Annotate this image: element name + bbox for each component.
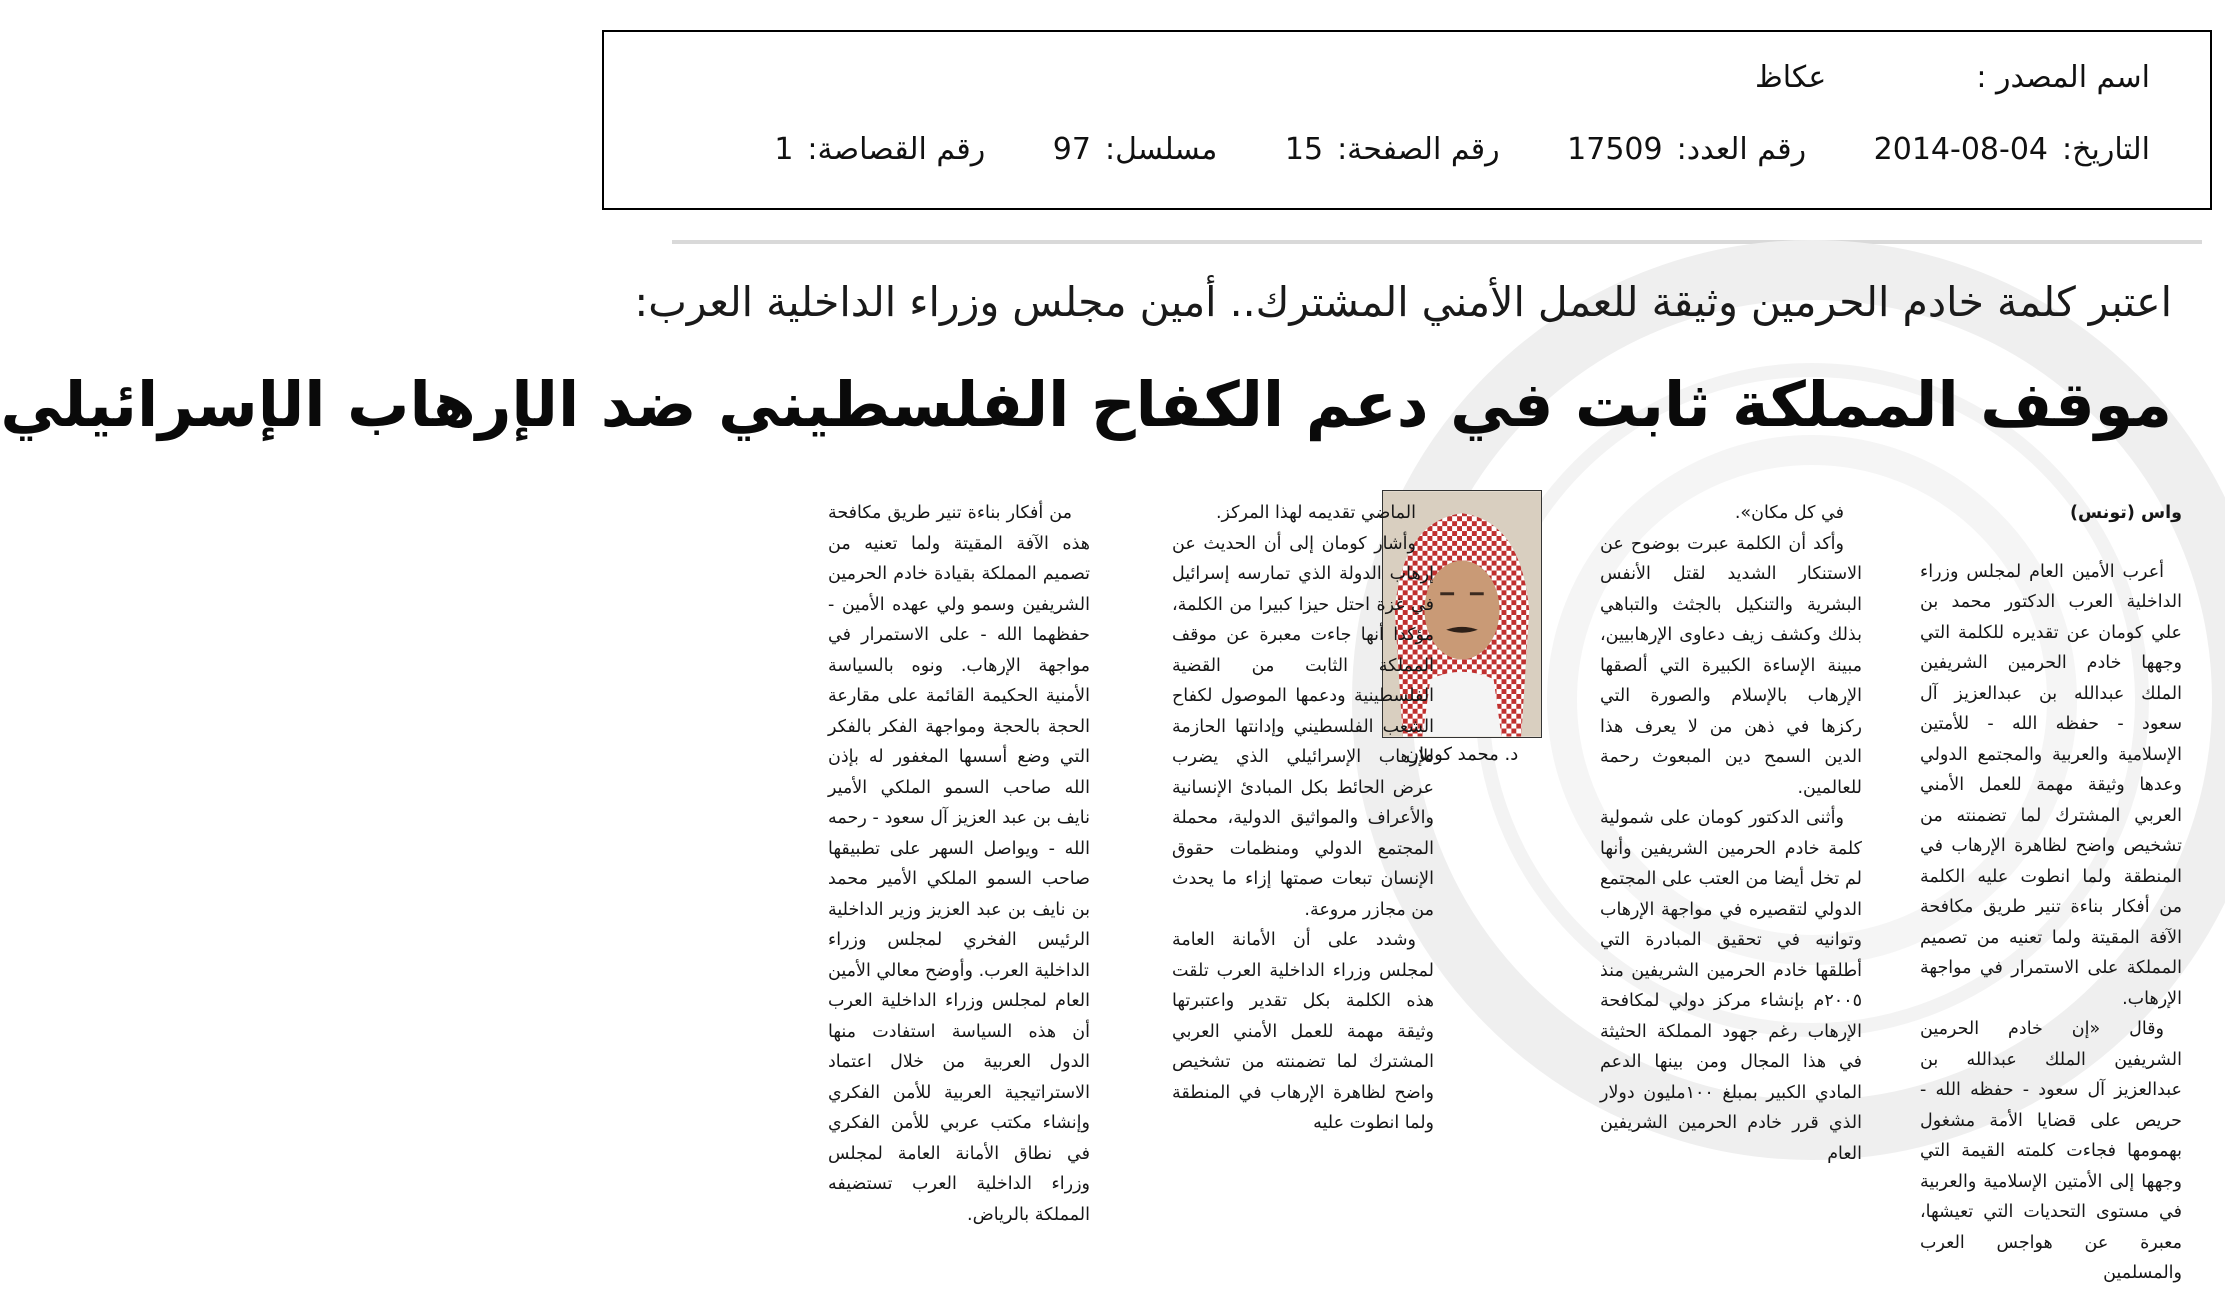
column-paragraph: الماضي تقديمه لهذا المركز.: [1215, 503, 1416, 523]
clip-field: [774, 132, 985, 167]
issue-value: 17509: [1567, 132, 1663, 167]
article-kicker: اعتبر كلمة خادم الحرمين وثيقة للعمل الأمني المشترك.. أمين مجلس وزراء الداخلية العرب:: [634, 278, 2172, 326]
photo-caption: د. محمد كومان: [1405, 744, 1519, 765]
date-field: [1874, 132, 2150, 167]
clipping-top-rule: [672, 240, 2202, 244]
source-info-box: [602, 30, 2212, 210]
serial-value: 97: [1052, 132, 1091, 167]
page-value: 15: [1284, 132, 1324, 167]
column-paragraph: وأكد أن الكلمة عبرت بوضوح عن الاستنكار الشديد لقتل الأنفس البشرية والتنكيل بالجثث والتباهي بذلك وكشف زيف دعاوى الإرهابيين، مبينة الإساءة الكبيرة التي ألصقها الإرهاب بالإسلام والصورة التي ركزها في ذهن من لا يعرف هذا الدين السمح دين المبعوث رحمة للعالمين.: [1600, 533, 1862, 798]
page-field: [1285, 132, 1500, 167]
column-paragraph: وشدد على أن الأمانة العامة لمجلس وزراء الداخلية العرب تلقت هذه الكلمة بكل تقدير واعتبرتها وثيقة مهمة للعمل الأمني العربي المشترك لما تضمنته من تشخيص واضح لظاهرة الإرهاب في المنطقة ولما انطوت عليه: [1172, 930, 1434, 1133]
issue-label: رقم العدد:: [1676, 132, 1807, 167]
clip-value: 1: [774, 132, 794, 167]
article-column-1: [1920, 498, 2182, 1289]
source-name-value: عكاظ: [1754, 60, 1827, 95]
article-column-4: [828, 498, 1090, 1230]
page-label: رقم الصفحة:: [1337, 132, 1500, 167]
source-name-label: اسم المصدر :: [1976, 60, 2150, 95]
date-label: التاريخ:: [2062, 132, 2150, 167]
source-name-row: [1755, 60, 2150, 95]
article-column-2: [1600, 498, 1862, 1169]
column-paragraph: أعرب الأمين العام لمجلس وزراء الداخلية العرب الدكتور محمد بن علي كومان عن تقديره للكلمة التي وجهها خادم الحرمين الشريفين الملك عبدالله بن عبدالعزيز آل سعود - حفظه الله - للأمتين الإسلامية والعربية والمجتمع الدولي وعدها وثيقة مهمة للعمل الأمني العربي المشترك لما تضمنته من تشخيص واضح لظاهرة الإرهاب في المنطقة ولما انطوت عليه الكلمة من أفكار بناءة تنير طريق مكافحة الآفة المقيتة ولما تعنيه من تصميم المملكة على الاستمرار في مواجهة الإرهاب.: [1920, 561, 2182, 1009]
issue-field: [1567, 132, 1806, 167]
newspaper-clipping: [0, 240, 2202, 1283]
article-column-3: [1172, 498, 1434, 1139]
column-paragraph: وأشار كومان إلى أن الحديث عن إرهاب الدولة الذي تمارسه إسرائيل في غزة احتل حيزا كبيرا من الكلمة، مؤكدا أنها جاءت معبرة عن موقف المملكة الثابت من القضية الفلسطينية ودعمها الموصول لكفاح الشعب الفلسطيني وإدانتها الحازمة للإرهاب الإسرائيلي الذي يضرب عرض الحائط بكل المبادئ الإنسانية والأعراف والمواثيق الدولية، محملة المجتمع الدولي ومنظمات حقوق الإنسان تبعات صمتها إزاء ما يحدث من مجازر مروعة.: [1172, 533, 1434, 920]
source-meta-row: [774, 132, 2150, 167]
article-headline: موقف المملكة ثابت في دعم الكفاح الفلسطيني ضد الإرهاب الإسرائيلي: [0, 368, 2172, 441]
column-paragraph: في كل مكان».: [1734, 503, 1844, 523]
column-paragraph: وقال «إن خادم الحرمين الشريفين الملك عبدالله بن عبدالعزيز آل سعود - حفظه الله - حريص على قضايا الأمة مشغول بهمومها فجاءت كلمته القيمة التي وجهها إلى الأمتين الإسلامية والعربية في مستوى التحديات التي تعيشها، معبرة عن هواجس العرب والمسلمين: [1920, 1019, 2182, 1283]
serial-field: [1053, 132, 1218, 167]
date-value: 2014-08-04: [1873, 132, 2049, 167]
column-paragraph: وأثنى الدكتور كومان على شمولية كلمة خادم الحرمين الشريفين وأنها لم تخل أيضا من العتب على المجتمع الدولي لتقصيره في مواجهة الإرهاب وتوانيه في تحقيق المبادرة التي أطلقها خادم الحرمين الشريفين منذ ٢٠٠٥م بإنشاء مركز دولي لمكافحة الإرهاب رغم جهود المملكة الحثيثة في هذا المجال ومن بينها الدعم المادي الكبير بمبلغ ١٠٠مليون دولار الذي قرر خادم الحرمين الشريفين العام: [1600, 808, 1862, 1164]
clip-label: رقم القصاصة:: [807, 132, 986, 167]
article-dateline: واس (تونس): [2070, 503, 2182, 523]
column-paragraph: من أفكار بناءة تنير طريق مكافحة هذه الآفة المقيتة ولما تعنيه من تصميم المملكة بقيادة خادم الحرمين الشريفين وسمو ولي عهده الأمين - حفظهما الله - على الاستمرار في مواجهة الإرهاب. ونوه بالسياسة الأمنية الحكيمة القائمة على مقارعة الحجة بالحجة ومواجهة الفكر بالفكر التي وضع أسسها المغفور له بإذن الله صاحب السمو الملكي الأمير نايف بن عبد العزيز آل سعود - رحمه الله - ويواصل السهر على تطبيقها صاحب السمو الملكي الأمير محمد بن نايف بن عبد العزيز وزير الداخلية الرئيس الفخري لمجلس وزراء الداخلية العرب. وأوضح معالي الأمين العام لمجلس وزراء الداخلية العرب أن هذه السياسة استفادت منها الدول العربية من خلال اعتماد الاستراتيجية العربية للأمن الفكري وإنشاء مكتب عربي للأمن الفكري في نطاق الأمانة العامة لمجلس وزراء الداخلية العرب تستضيفه المملكة بالرياض.: [828, 503, 1090, 1225]
serial-label: مسلسل:: [1104, 132, 1218, 167]
